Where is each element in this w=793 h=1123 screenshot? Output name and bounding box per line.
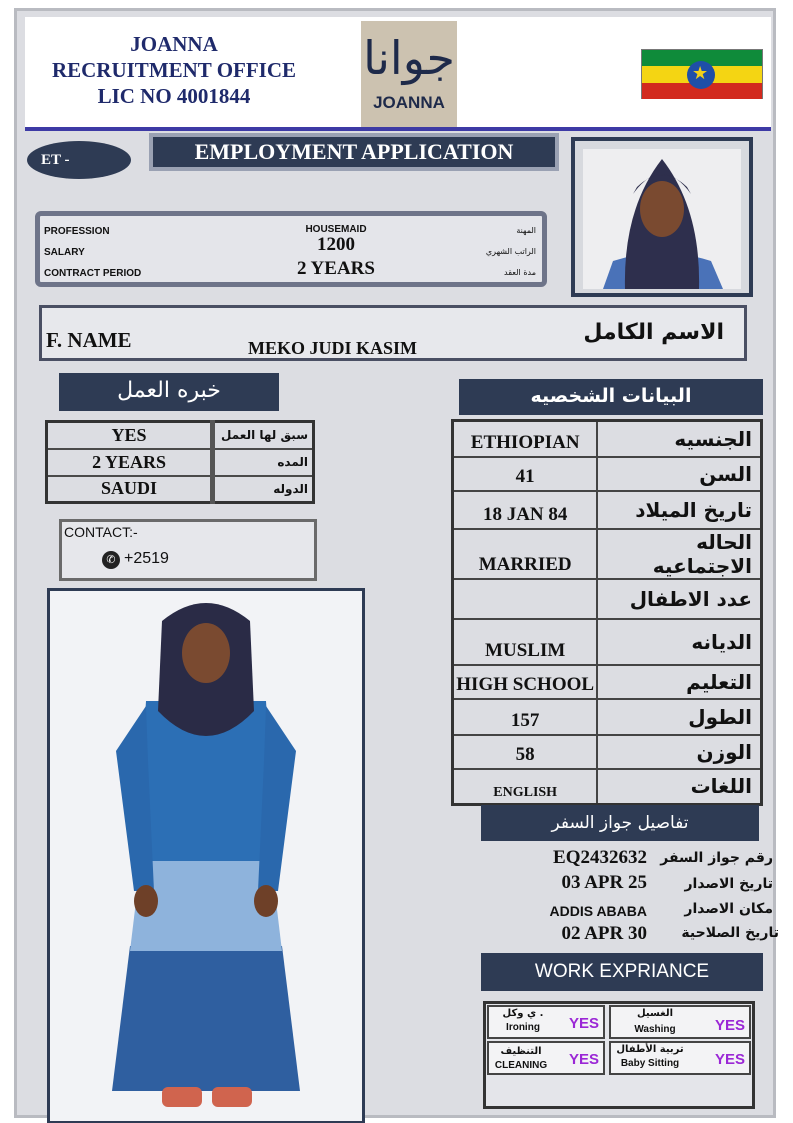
table-row xyxy=(453,529,762,579)
personal-data-title: البيانات الشخصيه xyxy=(459,379,763,415)
table-row xyxy=(453,619,762,665)
skill-name-en: Baby Sitting xyxy=(620,1058,680,1069)
personal-label: عدد الاطفال xyxy=(597,579,761,619)
office-name xyxy=(29,31,319,109)
table-row xyxy=(453,665,762,699)
personal-value: 157 xyxy=(453,699,598,735)
job-details xyxy=(35,211,547,287)
expiry-date-row xyxy=(481,923,779,949)
personal-label: تاريخ الميلاد xyxy=(597,491,761,529)
salary-label-ar: الراتب الشهري xyxy=(485,247,536,256)
logo-english-text: JOANNA xyxy=(373,93,445,112)
table-row xyxy=(47,476,314,503)
skill-cleaning xyxy=(487,1041,605,1075)
full-name-label-ar: الاسم الكامل xyxy=(583,320,724,345)
logo-arabic-text: جوانا xyxy=(363,31,455,85)
table-row xyxy=(453,491,762,529)
personal-value: 18 JAN 84 xyxy=(453,491,598,529)
experience-table xyxy=(45,420,315,504)
table-row xyxy=(453,735,762,769)
personal-label: الوزن xyxy=(597,735,761,769)
personal-label: اللغات xyxy=(597,769,761,805)
personal-label: الديانه xyxy=(597,619,761,665)
table-row xyxy=(453,421,762,457)
header xyxy=(25,17,771,129)
personal-label: التعليم xyxy=(597,665,761,699)
ethiopia-flag-icon xyxy=(641,49,763,99)
skill-baby-sitting xyxy=(609,1041,751,1075)
profession-label: PROFESSION xyxy=(44,226,110,237)
expiry-date-value: 02 APR 30 xyxy=(561,923,647,944)
skill-value: YES xyxy=(569,1015,600,1032)
experience-label: الدوله xyxy=(213,476,314,503)
full-name-value: MEKO JUDI KASIM xyxy=(248,338,418,358)
office-license: LIC NO 4001844 xyxy=(97,84,251,108)
issue-place-row xyxy=(481,899,773,925)
passport-number-label: رقم جواز السفر xyxy=(660,850,773,866)
personal-label: الجنسيه xyxy=(597,421,761,457)
salary-label: SALARY xyxy=(44,247,85,258)
skill-name-ar: الغسيل xyxy=(636,1008,673,1019)
office-line-1: JOANNA xyxy=(130,32,218,56)
table-row xyxy=(47,422,314,449)
skill-value: YES xyxy=(715,1017,746,1034)
full-body-photo xyxy=(47,588,365,1123)
table-row xyxy=(453,457,762,491)
profession-label-ar: المهنة xyxy=(516,226,536,235)
application-form xyxy=(14,8,779,1118)
experience-label: سبق لها العمل xyxy=(213,422,314,449)
experience-value: SAUDI xyxy=(47,476,213,503)
contact-box xyxy=(59,519,317,581)
passport-title: تفاصيل جواز السفر xyxy=(481,805,759,841)
personal-data-table xyxy=(451,419,763,806)
issue-place-label: مكان الاصدار xyxy=(684,901,773,917)
personal-label: الحاله الاجتماعيه xyxy=(597,529,761,579)
work-experience-title: WORK EXPRIANCE xyxy=(481,953,763,991)
issue-date-value: 03 APR 25 xyxy=(561,872,647,893)
passport-number-value: EQ2432632 xyxy=(553,847,647,868)
joanna-logo xyxy=(361,21,457,127)
profession-value: HOUSEMAID xyxy=(305,224,367,235)
skill-name-ar: تربية الأطفال xyxy=(616,1044,684,1055)
reference-badge: ET - xyxy=(27,141,131,179)
full-name-label: F. NAME xyxy=(46,328,132,352)
personal-value: 58 xyxy=(453,735,598,769)
personal-value: MARRIED xyxy=(453,529,598,579)
issue-date-row xyxy=(481,872,773,898)
office-line-2: RECRUITMENT OFFICE xyxy=(51,58,297,82)
personal-value: 41 xyxy=(453,457,598,491)
contract-period-label-ar: مدة العقد xyxy=(504,268,536,277)
skill-name-ar: التنظيف xyxy=(500,1046,542,1057)
portrait-photo xyxy=(571,137,753,297)
personal-value: ENGLISH xyxy=(453,769,598,805)
personal-value: HIGH SCHOOL xyxy=(453,665,598,699)
table-row xyxy=(453,769,762,805)
skill-name-ar: ي وكل . xyxy=(502,1008,544,1019)
contact-phone: +2519 xyxy=(124,550,169,567)
header-divider xyxy=(25,127,771,131)
phone-icon: ✆ xyxy=(102,551,120,569)
full-name-row xyxy=(39,305,747,361)
experience-label: المده xyxy=(213,449,314,476)
table-row xyxy=(453,699,762,735)
form-title: EMPLOYMENT APPLICATION xyxy=(149,133,559,171)
skill-washing xyxy=(609,1005,751,1039)
issue-date-label: تاريخ الاصدار xyxy=(684,876,773,892)
experience-title: خبره العمل xyxy=(59,373,279,411)
personal-value: MUSLIM xyxy=(453,619,598,665)
personal-value xyxy=(453,579,598,619)
table-row xyxy=(47,449,314,476)
passport-number-row xyxy=(481,847,773,873)
personal-label: الطول xyxy=(597,699,761,735)
work-experience-grid xyxy=(483,1001,755,1109)
contact-label: CONTACT:- xyxy=(64,524,138,540)
skill-name-en: Ironing xyxy=(506,1022,540,1033)
skill-name-en: CLEANING xyxy=(494,1060,548,1071)
table-row xyxy=(453,579,762,619)
experience-value: YES xyxy=(47,422,213,449)
personal-value: ETHIOPIAN xyxy=(453,421,598,457)
contract-period-label: CONTRACT PERIOD xyxy=(44,268,142,279)
experience-value: 2 YEARS xyxy=(47,449,213,476)
contract-period-value: 2 YEARS xyxy=(297,258,375,279)
skill-value: YES xyxy=(715,1051,746,1068)
expiry-date-label: تاريخ الصلاحية xyxy=(681,925,779,941)
personal-label: السن xyxy=(597,457,761,491)
skill-value: YES xyxy=(569,1051,600,1068)
skill-name-en: Washing xyxy=(634,1024,676,1035)
skill-ironing xyxy=(487,1005,605,1039)
issue-place-value: ADDIS ABABA xyxy=(549,903,647,919)
salary-value: 1200 xyxy=(317,234,355,255)
